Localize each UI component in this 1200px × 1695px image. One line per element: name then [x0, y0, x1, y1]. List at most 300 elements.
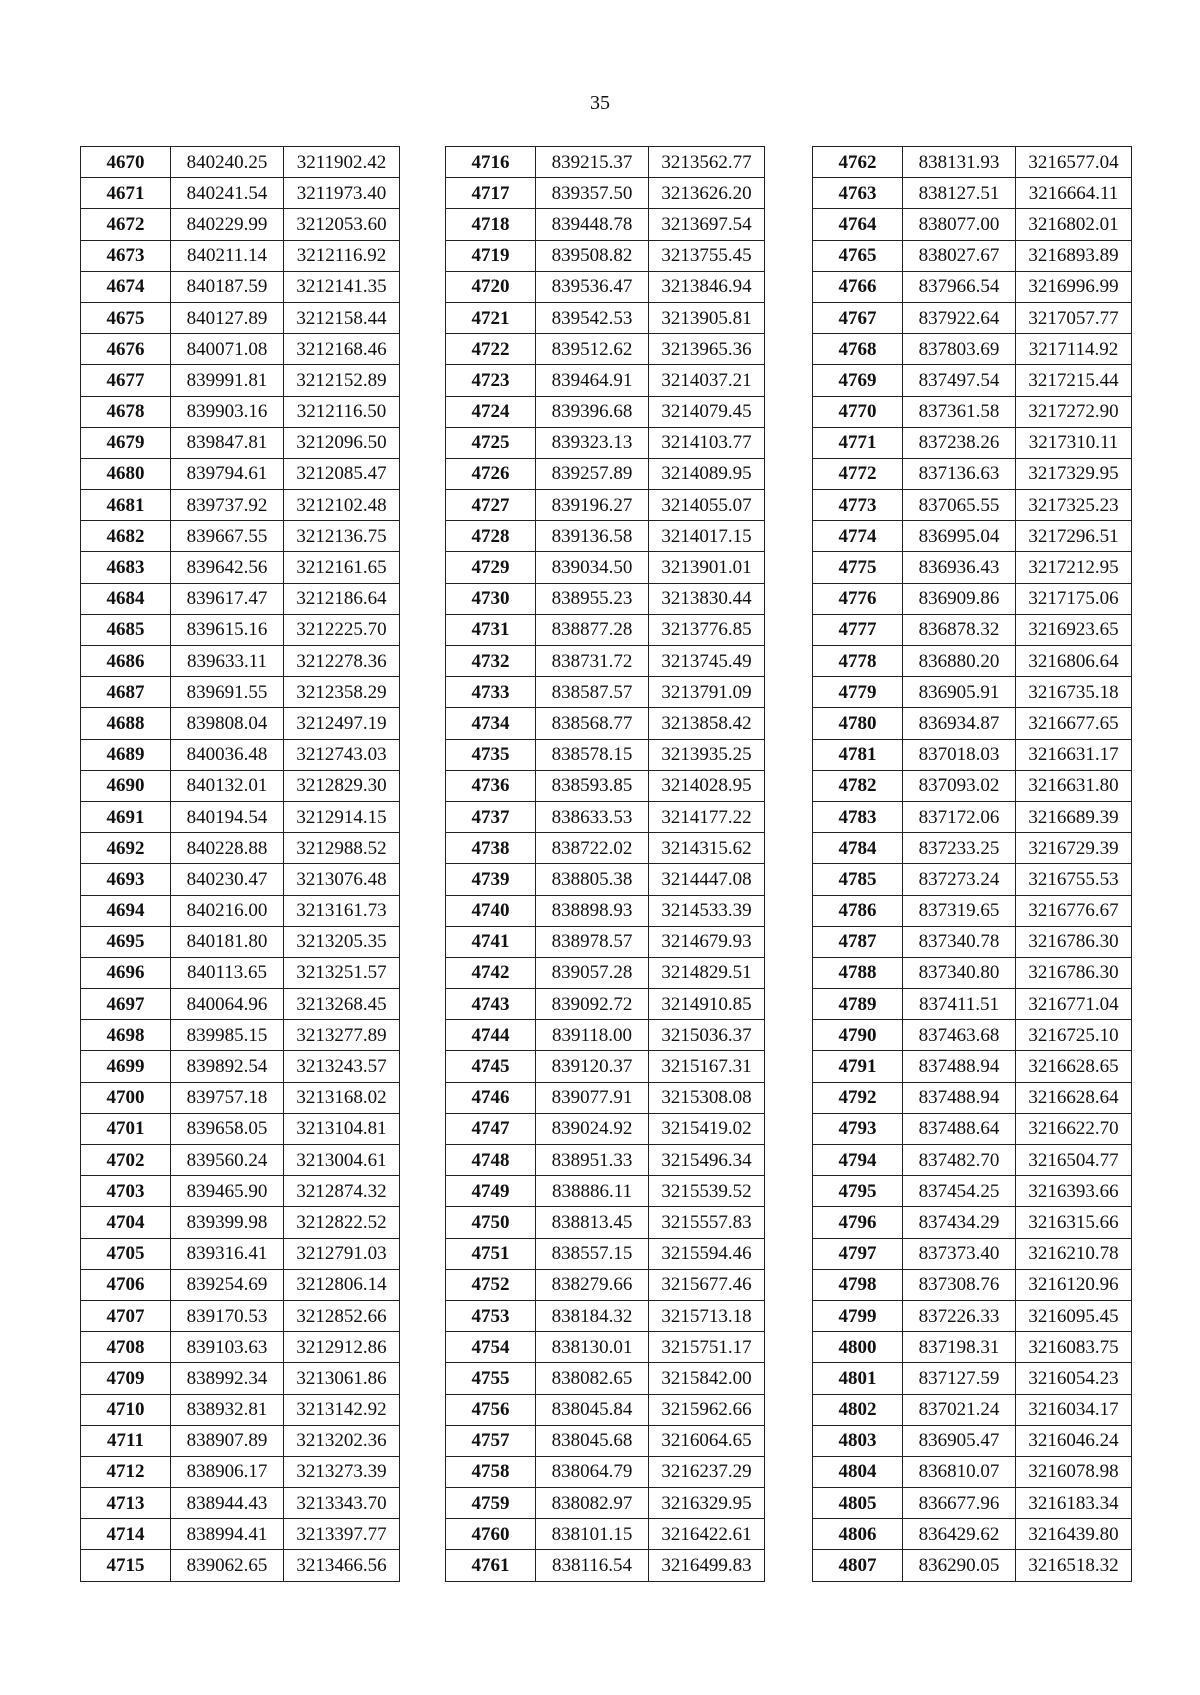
table-row — [446, 1488, 765, 1519]
x-coordinate-cell: 839170.53 — [171, 1300, 284, 1331]
y-coordinate-cell: 3213268.45 — [284, 989, 400, 1020]
table-row — [813, 583, 1132, 614]
y-coordinate-cell: 3216735.18 — [1016, 677, 1132, 708]
point-number-cell: 4750 — [446, 1207, 536, 1238]
point-number-cell: 4732 — [446, 646, 536, 677]
y-coordinate-cell: 3213205.35 — [284, 926, 400, 957]
y-coordinate-cell: 3213745.49 — [649, 646, 765, 677]
table-row — [446, 677, 765, 708]
x-coordinate-cell: 837497.54 — [903, 365, 1016, 396]
x-coordinate-cell: 839658.05 — [171, 1113, 284, 1144]
y-coordinate-cell: 3213142.92 — [284, 1394, 400, 1425]
table-row — [813, 458, 1132, 489]
x-coordinate-cell: 839536.47 — [536, 271, 649, 302]
y-coordinate-cell: 3216771.04 — [1016, 989, 1132, 1020]
point-number-cell: 4757 — [446, 1425, 536, 1456]
y-coordinate-cell: 3213251.57 — [284, 957, 400, 988]
table-row — [446, 1456, 765, 1487]
x-coordinate-cell: 839118.00 — [536, 1020, 649, 1051]
y-coordinate-cell: 3212116.92 — [284, 240, 400, 271]
point-number-cell: 4709 — [81, 1363, 171, 1394]
table-row — [446, 552, 765, 583]
point-number-cell: 4734 — [446, 708, 536, 739]
table-row — [81, 1488, 400, 1519]
point-number-cell: 4706 — [81, 1269, 171, 1300]
x-coordinate-cell: 838082.65 — [536, 1363, 649, 1394]
point-number-cell: 4797 — [813, 1238, 903, 1269]
table-row — [81, 490, 400, 521]
table-row — [813, 1394, 1132, 1425]
x-coordinate-cell: 837488.94 — [903, 1051, 1016, 1082]
y-coordinate-cell: 3216499.83 — [649, 1550, 765, 1581]
y-coordinate-cell: 3213061.86 — [284, 1363, 400, 1394]
point-number-cell: 4769 — [813, 365, 903, 396]
table-row — [446, 490, 765, 521]
y-coordinate-cell: 3216064.65 — [649, 1425, 765, 1456]
point-number-cell: 4672 — [81, 209, 171, 240]
y-coordinate-cell: 3215751.17 — [649, 1332, 765, 1363]
point-number-cell: 4678 — [81, 396, 171, 427]
table-row — [81, 739, 400, 770]
y-coordinate-cell: 3213273.39 — [284, 1456, 400, 1487]
y-coordinate-cell: 3216329.95 — [649, 1488, 765, 1519]
coordinate-table-3 — [812, 146, 1132, 1582]
x-coordinate-cell: 840194.54 — [171, 801, 284, 832]
table-row — [446, 521, 765, 552]
x-coordinate-cell: 838082.97 — [536, 1488, 649, 1519]
x-coordinate-cell: 839024.92 — [536, 1113, 649, 1144]
table-row — [81, 178, 400, 209]
y-coordinate-cell: 3213776.85 — [649, 614, 765, 645]
table-row — [446, 833, 765, 864]
y-coordinate-cell: 3216095.45 — [1016, 1300, 1132, 1331]
table-row — [446, 770, 765, 801]
x-coordinate-cell: 839465.90 — [171, 1176, 284, 1207]
table-row — [81, 1020, 400, 1051]
table-row — [446, 739, 765, 770]
point-number-cell: 4766 — [813, 271, 903, 302]
table-row — [813, 396, 1132, 427]
y-coordinate-cell: 3216518.32 — [1016, 1550, 1132, 1581]
y-coordinate-cell: 3212743.03 — [284, 739, 400, 770]
point-number-cell: 4791 — [813, 1051, 903, 1082]
x-coordinate-cell: 840113.65 — [171, 957, 284, 988]
point-number-cell: 4679 — [81, 427, 171, 458]
table-row — [81, 552, 400, 583]
y-coordinate-cell: 3216439.80 — [1016, 1519, 1132, 1550]
table-row — [813, 739, 1132, 770]
point-number-cell: 4760 — [446, 1519, 536, 1550]
table-row — [813, 957, 1132, 988]
table-row — [446, 614, 765, 645]
y-coordinate-cell: 3212141.35 — [284, 271, 400, 302]
y-coordinate-cell: 3216622.70 — [1016, 1113, 1132, 1144]
x-coordinate-cell: 839560.24 — [171, 1145, 284, 1176]
table-row — [81, 302, 400, 333]
point-number-cell: 4743 — [446, 989, 536, 1020]
y-coordinate-cell: 3216078.98 — [1016, 1456, 1132, 1487]
y-coordinate-cell: 3212152.89 — [284, 365, 400, 396]
x-coordinate-cell: 837463.68 — [903, 1020, 1016, 1051]
x-coordinate-cell: 839062.65 — [171, 1550, 284, 1581]
y-coordinate-cell: 3216664.11 — [1016, 178, 1132, 209]
y-coordinate-cell: 3215308.08 — [649, 1082, 765, 1113]
point-number-cell: 4695 — [81, 926, 171, 957]
table-row — [446, 1145, 765, 1176]
table-row — [813, 614, 1132, 645]
table-row — [446, 895, 765, 926]
point-number-cell: 4770 — [813, 396, 903, 427]
y-coordinate-cell: 3214103.77 — [649, 427, 765, 458]
x-coordinate-cell: 839196.27 — [536, 490, 649, 521]
table-row — [813, 1488, 1132, 1519]
table-row — [446, 1269, 765, 1300]
point-number-cell: 4758 — [446, 1456, 536, 1487]
point-number-cell: 4728 — [446, 521, 536, 552]
y-coordinate-cell: 3213697.54 — [649, 209, 765, 240]
point-number-cell: 4704 — [81, 1207, 171, 1238]
table-row — [813, 240, 1132, 271]
point-number-cell: 4754 — [446, 1332, 536, 1363]
x-coordinate-cell: 837319.65 — [903, 895, 1016, 926]
y-coordinate-cell: 3216046.24 — [1016, 1425, 1132, 1456]
y-coordinate-cell: 3214028.95 — [649, 770, 765, 801]
table-row — [81, 1176, 400, 1207]
x-coordinate-cell: 839737.92 — [171, 490, 284, 521]
x-coordinate-cell: 837238.26 — [903, 427, 1016, 458]
x-coordinate-cell: 839399.98 — [171, 1207, 284, 1238]
x-coordinate-cell: 839215.37 — [536, 147, 649, 178]
y-coordinate-cell: 3212791.03 — [284, 1238, 400, 1269]
table-row — [446, 1550, 765, 1581]
x-coordinate-cell: 838633.53 — [536, 801, 649, 832]
table-row — [446, 801, 765, 832]
point-number-cell: 4682 — [81, 521, 171, 552]
y-coordinate-cell: 3216802.01 — [1016, 209, 1132, 240]
y-coordinate-cell: 3213397.77 — [284, 1519, 400, 1550]
point-number-cell: 4716 — [446, 147, 536, 178]
point-number-cell: 4777 — [813, 614, 903, 645]
table-row — [81, 864, 400, 895]
point-number-cell: 4721 — [446, 302, 536, 333]
table-row — [813, 490, 1132, 521]
table-row — [446, 1332, 765, 1363]
y-coordinate-cell: 3215713.18 — [649, 1300, 765, 1331]
x-coordinate-cell: 836995.04 — [903, 521, 1016, 552]
point-number-cell: 4796 — [813, 1207, 903, 1238]
y-coordinate-cell: 3212085.47 — [284, 458, 400, 489]
x-coordinate-cell: 840132.01 — [171, 770, 284, 801]
point-number-cell: 4773 — [813, 490, 903, 521]
table-row — [813, 1020, 1132, 1051]
x-coordinate-cell: 837273.24 — [903, 864, 1016, 895]
x-coordinate-cell: 838587.57 — [536, 677, 649, 708]
x-coordinate-cell: 837065.55 — [903, 490, 1016, 521]
point-number-cell: 4724 — [446, 396, 536, 427]
table-row — [446, 396, 765, 427]
x-coordinate-cell: 838279.66 — [536, 1269, 649, 1300]
x-coordinate-cell: 836429.62 — [903, 1519, 1016, 1550]
x-coordinate-cell: 838994.41 — [171, 1519, 284, 1550]
x-coordinate-cell: 838064.79 — [536, 1456, 649, 1487]
point-number-cell: 4799 — [813, 1300, 903, 1331]
table-row — [446, 1394, 765, 1425]
y-coordinate-cell: 3216786.30 — [1016, 957, 1132, 988]
y-coordinate-cell: 3214079.45 — [649, 396, 765, 427]
x-coordinate-cell: 837340.78 — [903, 926, 1016, 957]
table-row — [81, 833, 400, 864]
x-coordinate-cell: 837966.54 — [903, 271, 1016, 302]
point-number-cell: 4718 — [446, 209, 536, 240]
table-row — [813, 926, 1132, 957]
table-row — [81, 677, 400, 708]
point-number-cell: 4693 — [81, 864, 171, 895]
point-number-cell: 4772 — [813, 458, 903, 489]
y-coordinate-cell: 3212168.46 — [284, 334, 400, 365]
table-row — [813, 1145, 1132, 1176]
table-row — [81, 147, 400, 178]
table-row — [813, 1363, 1132, 1394]
point-number-cell: 4703 — [81, 1176, 171, 1207]
y-coordinate-cell: 3213755.45 — [649, 240, 765, 271]
point-number-cell: 4793 — [813, 1113, 903, 1144]
y-coordinate-cell: 3216628.64 — [1016, 1082, 1132, 1113]
point-number-cell: 4806 — [813, 1519, 903, 1550]
table-row — [81, 240, 400, 271]
x-coordinate-cell: 839120.37 — [536, 1051, 649, 1082]
y-coordinate-cell: 3216210.78 — [1016, 1238, 1132, 1269]
point-number-cell: 4753 — [446, 1300, 536, 1331]
table-row — [813, 427, 1132, 458]
y-coordinate-cell: 3214447.08 — [649, 864, 765, 895]
table-row — [813, 708, 1132, 739]
point-number-cell: 4786 — [813, 895, 903, 926]
table-row — [813, 334, 1132, 365]
table-row — [446, 178, 765, 209]
x-coordinate-cell: 839136.58 — [536, 521, 649, 552]
x-coordinate-cell: 836936.43 — [903, 552, 1016, 583]
point-number-cell: 4733 — [446, 677, 536, 708]
table-row — [446, 271, 765, 302]
table-row — [446, 989, 765, 1020]
y-coordinate-cell: 3216393.66 — [1016, 1176, 1132, 1207]
point-number-cell: 4720 — [446, 271, 536, 302]
x-coordinate-cell: 840181.80 — [171, 926, 284, 957]
x-coordinate-cell: 839642.56 — [171, 552, 284, 583]
table-row — [813, 1332, 1132, 1363]
point-number-cell: 4774 — [813, 521, 903, 552]
point-number-cell: 4696 — [81, 957, 171, 988]
x-coordinate-cell: 840241.54 — [171, 178, 284, 209]
y-coordinate-cell: 3212102.48 — [284, 490, 400, 521]
table-row — [446, 1113, 765, 1144]
table-row — [813, 521, 1132, 552]
y-coordinate-cell: 3217325.23 — [1016, 490, 1132, 521]
point-number-cell: 4727 — [446, 490, 536, 521]
x-coordinate-cell: 838578.15 — [536, 739, 649, 770]
y-coordinate-cell: 3212988.52 — [284, 833, 400, 864]
point-number-cell: 4787 — [813, 926, 903, 957]
point-number-cell: 4752 — [446, 1269, 536, 1300]
y-coordinate-cell: 3214055.07 — [649, 490, 765, 521]
y-coordinate-cell: 3216893.89 — [1016, 240, 1132, 271]
point-number-cell: 4673 — [81, 240, 171, 271]
y-coordinate-cell: 3216725.10 — [1016, 1020, 1132, 1051]
point-number-cell: 4713 — [81, 1488, 171, 1519]
point-number-cell: 4749 — [446, 1176, 536, 1207]
y-coordinate-cell: 3212186.64 — [284, 583, 400, 614]
point-number-cell: 4671 — [81, 178, 171, 209]
x-coordinate-cell: 838045.68 — [536, 1425, 649, 1456]
y-coordinate-cell: 3213161.73 — [284, 895, 400, 926]
x-coordinate-cell: 836909.86 — [903, 583, 1016, 614]
table-row — [813, 646, 1132, 677]
table-row — [446, 147, 765, 178]
y-coordinate-cell: 3217175.06 — [1016, 583, 1132, 614]
x-coordinate-cell: 840230.47 — [171, 864, 284, 895]
table-row — [81, 895, 400, 926]
x-coordinate-cell: 839794.61 — [171, 458, 284, 489]
table-row — [81, 708, 400, 739]
table-row — [81, 1207, 400, 1238]
x-coordinate-cell: 839103.63 — [171, 1332, 284, 1363]
x-coordinate-cell: 838184.32 — [536, 1300, 649, 1331]
y-coordinate-cell: 3211902.42 — [284, 147, 400, 178]
y-coordinate-cell: 3217310.11 — [1016, 427, 1132, 458]
x-coordinate-cell: 839615.16 — [171, 614, 284, 645]
table-row — [446, 1519, 765, 1550]
x-coordinate-cell: 838130.01 — [536, 1332, 649, 1363]
x-coordinate-cell: 839323.13 — [536, 427, 649, 458]
y-coordinate-cell: 3215842.00 — [649, 1363, 765, 1394]
x-coordinate-cell: 840127.89 — [171, 302, 284, 333]
point-number-cell: 4711 — [81, 1425, 171, 1456]
table-row — [81, 521, 400, 552]
table-row — [813, 209, 1132, 240]
x-coordinate-cell: 839316.41 — [171, 1238, 284, 1269]
table-row — [813, 178, 1132, 209]
x-coordinate-cell: 838101.15 — [536, 1519, 649, 1550]
table-row — [446, 957, 765, 988]
x-coordinate-cell: 839508.82 — [536, 240, 649, 271]
table-row — [446, 646, 765, 677]
point-number-cell: 4790 — [813, 1020, 903, 1051]
point-number-cell: 4683 — [81, 552, 171, 583]
table-row — [81, 1550, 400, 1581]
point-number-cell: 4802 — [813, 1394, 903, 1425]
point-number-cell: 4768 — [813, 334, 903, 365]
y-coordinate-cell: 3214017.15 — [649, 521, 765, 552]
y-coordinate-cell: 3217215.44 — [1016, 365, 1132, 396]
x-coordinate-cell: 839396.68 — [536, 396, 649, 427]
table-row — [446, 209, 765, 240]
point-number-cell: 4701 — [81, 1113, 171, 1144]
table-row — [813, 1051, 1132, 1082]
table-row — [813, 1550, 1132, 1581]
point-number-cell: 4738 — [446, 833, 536, 864]
point-number-cell: 4737 — [446, 801, 536, 832]
x-coordinate-cell: 839892.54 — [171, 1051, 284, 1082]
point-number-cell: 4771 — [813, 427, 903, 458]
y-coordinate-cell: 3216806.64 — [1016, 646, 1132, 677]
x-coordinate-cell: 837021.24 — [903, 1394, 1016, 1425]
table-row — [813, 989, 1132, 1020]
table-row — [446, 1176, 765, 1207]
y-coordinate-cell: 3212158.44 — [284, 302, 400, 333]
table-row — [446, 583, 765, 614]
x-coordinate-cell: 840187.59 — [171, 271, 284, 302]
x-coordinate-cell: 837233.25 — [903, 833, 1016, 864]
table-row — [813, 552, 1132, 583]
x-coordinate-cell: 836905.91 — [903, 677, 1016, 708]
y-coordinate-cell: 3213202.36 — [284, 1425, 400, 1456]
page-number: 35 — [590, 92, 610, 114]
y-coordinate-cell: 3212806.14 — [284, 1269, 400, 1300]
y-coordinate-cell: 3213466.56 — [284, 1550, 400, 1581]
x-coordinate-cell: 839357.50 — [536, 178, 649, 209]
x-coordinate-cell: 838813.45 — [536, 1207, 649, 1238]
point-number-cell: 4700 — [81, 1082, 171, 1113]
point-number-cell: 4800 — [813, 1332, 903, 1363]
x-coordinate-cell: 838568.77 — [536, 708, 649, 739]
table-row — [813, 1207, 1132, 1238]
point-number-cell: 4759 — [446, 1488, 536, 1519]
x-coordinate-cell: 838951.33 — [536, 1145, 649, 1176]
table-row — [81, 1238, 400, 1269]
y-coordinate-cell: 3212852.66 — [284, 1300, 400, 1331]
x-coordinate-cell: 836934.87 — [903, 708, 1016, 739]
y-coordinate-cell: 3213858.42 — [649, 708, 765, 739]
point-number-cell: 4722 — [446, 334, 536, 365]
x-coordinate-cell: 837127.59 — [903, 1363, 1016, 1394]
y-coordinate-cell: 3212053.60 — [284, 209, 400, 240]
x-coordinate-cell: 839034.50 — [536, 552, 649, 583]
y-coordinate-cell: 3212914.15 — [284, 801, 400, 832]
y-coordinate-cell: 3216183.34 — [1016, 1488, 1132, 1519]
x-coordinate-cell: 838992.34 — [171, 1363, 284, 1394]
x-coordinate-cell: 839691.55 — [171, 677, 284, 708]
table-row — [81, 1300, 400, 1331]
table-row — [81, 583, 400, 614]
point-number-cell: 4755 — [446, 1363, 536, 1394]
x-coordinate-cell: 838593.85 — [536, 770, 649, 801]
y-coordinate-cell: 3212278.36 — [284, 646, 400, 677]
table-row — [813, 1456, 1132, 1487]
x-coordinate-cell: 838906.17 — [171, 1456, 284, 1487]
y-coordinate-cell: 3212161.65 — [284, 552, 400, 583]
point-number-cell: 4789 — [813, 989, 903, 1020]
point-number-cell: 4744 — [446, 1020, 536, 1051]
y-coordinate-cell: 3213562.77 — [649, 147, 765, 178]
x-coordinate-cell: 839092.72 — [536, 989, 649, 1020]
point-number-cell: 4775 — [813, 552, 903, 583]
x-coordinate-cell: 837922.64 — [903, 302, 1016, 333]
point-number-cell: 4751 — [446, 1238, 536, 1269]
x-coordinate-cell: 836880.20 — [903, 646, 1016, 677]
x-coordinate-cell: 838978.57 — [536, 926, 649, 957]
y-coordinate-cell: 3213791.09 — [649, 677, 765, 708]
y-coordinate-cell: 3216422.61 — [649, 1519, 765, 1550]
point-number-cell: 4795 — [813, 1176, 903, 1207]
point-number-cell: 4805 — [813, 1488, 903, 1519]
point-number-cell: 4705 — [81, 1238, 171, 1269]
table-row — [813, 1176, 1132, 1207]
point-number-cell: 4756 — [446, 1394, 536, 1425]
y-coordinate-cell: 3212822.52 — [284, 1207, 400, 1238]
x-coordinate-cell: 837340.80 — [903, 957, 1016, 988]
x-coordinate-cell: 839757.18 — [171, 1082, 284, 1113]
point-number-cell: 4784 — [813, 833, 903, 864]
